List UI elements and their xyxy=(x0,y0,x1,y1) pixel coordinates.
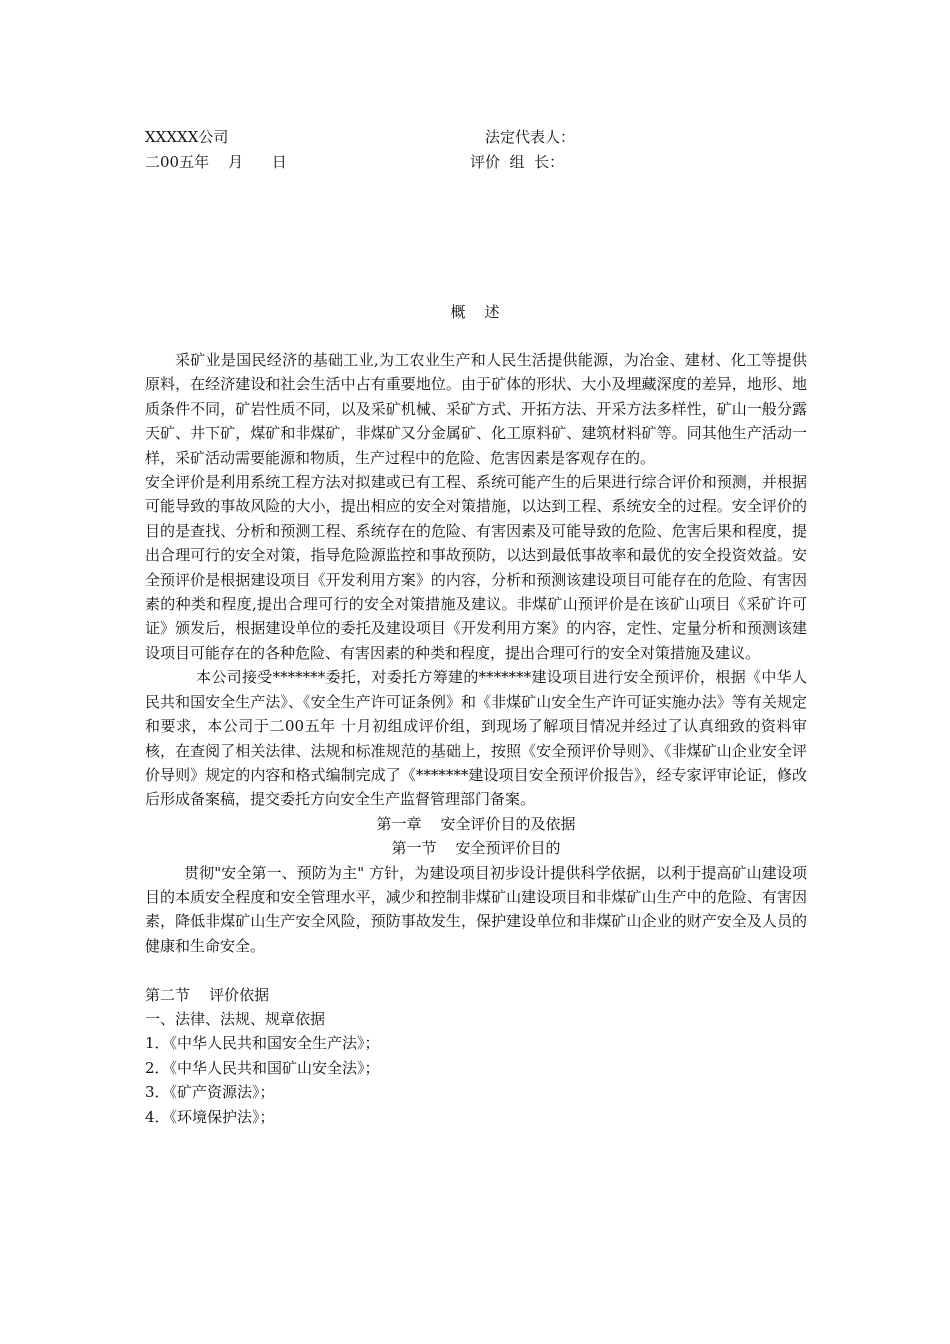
law-list-item: 1．《中华人民共和国安全生产法》； xyxy=(145,1034,380,1053)
legal-representative-label: 法定代表人： xyxy=(485,128,576,146)
spacer xyxy=(145,958,807,982)
law-list-item: 4．《环境保护法》； xyxy=(145,1107,275,1126)
section-1-paragraph: 贯彻"安全第一、预防为主" 方针，为建设项目初步设计提供科学依据，以利于提高矿山建设项目的本质安全程度和安全管理水平，减少和控制非煤矿山建设项目和非煤矿山生产中的危险、有害因素，降低非煤矿山生产安全风险，预防事故发生，保护建设单位和非煤矿山企业的财产安全及人员的健康和生命安全。 xyxy=(145,863,807,955)
overview-title: 概 述 xyxy=(450,303,500,321)
law-list-item: 2．《中华人民共和国矿山安全法》； xyxy=(145,1058,380,1077)
team-leader-label: 评价 组 长： xyxy=(470,153,565,171)
section-1-title: 第一节 安全预评价目的 xyxy=(391,839,561,858)
chapter-1-title: 第一章 安全评价目的及依据 xyxy=(376,814,576,833)
overview-paragraph-1: 采矿业是国民经济的基础工业,为工农业生产和人民生活提供能源，为冶金、建材、化工等提供原料，在经济建设和社会生活中占有重要地位。由于矿体的形状、大小及埋藏深度的差异，地形、地质条件不同，矿岩性质不同，以及采矿机械、采矿方式、开拓方法、开采方法多样性，矿山一般分露天矿、井下矿，煤矿和非煤矿，非煤矿又分金属矿、化工原料矿、建筑材料矿等。同其他生产活动一样，采矿活动需要能源和物质，生产过程中的危险、危害因素是客观存在的。 xyxy=(145,351,807,467)
document-body xyxy=(145,348,807,1129)
header-row-1 xyxy=(145,125,805,149)
header-row-2 xyxy=(145,150,805,174)
report-date: 二00五年 月 日 xyxy=(145,153,287,171)
company-name: XXXXX公司 xyxy=(145,128,229,146)
law-list-item: 3．《矿产资源法》； xyxy=(145,1083,275,1102)
overview-paragraph-2: 安全评价是利用系统工程方法对拟建或已有工程、系统可能产生的后果进行综合评价和预测，并根据可能导致的事故风险的大小，提出相应的安全对策措施，以达到工程、系统安全的过程。安全评价的目的是查找、分析和预测工程、系统存在的危险、有害因素及可能导致的危险、危害后果和程度，提出合理可行的安全对策，指导危险源监控和事故预防，以达到最低事故率和最优的安全投资效益。安全预评价是根据建设项目《开发利用方案》的内容，分析和预测该建设项目可能存在的危险、有害因素的种类和程度,提出合理可行的安全对策措施及建议。非煤矿山预评价是在该矿山项目《采矿许可证》颁发后，根据建设单位的委托及建设项目《开发利用方案》的内容，定性、定量分析和预测该建设项目可能存在的各种危险、有害因素的种类和程度，提出合理可行的安全对策措施及建议。 xyxy=(145,473,807,662)
subsection-laws-title: 一、法律、法规、规章依据 xyxy=(145,1009,326,1028)
overview-paragraph-3: 本公司接受*******委托，对委托方筹建的*******建设项目进行安全预评价，根据《中华人民共和国安全生产法》、《安全生产许可证条例》和《非煤矿山安全生产许可证实施办法》等有关规定和要求，本公司于二00五年 十月初组成评价组，到现场了解项目情况并经过了认真细致的资料审核，在查阅了相关法律、法规和标准规范的基础上，按照《安全预评价导则》、《非煤矿山企业安全评价导则》规定的内容和格式编制完成了《*******建设项目安全预评价报告》，经专家评审论证，修改后形成备案稿，提交委托方向安全生产监督管理部门备案。 xyxy=(145,668,807,809)
section-2-title: 第二节 评价依据 xyxy=(145,985,270,1004)
